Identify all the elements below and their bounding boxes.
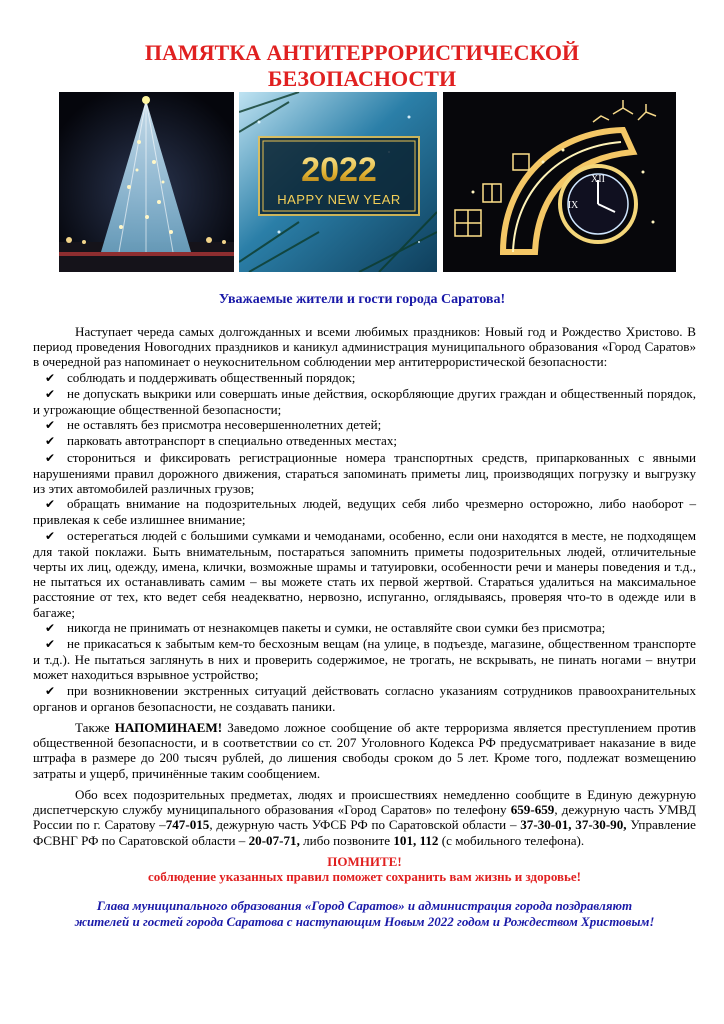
phone-number: 20-07-71, xyxy=(248,832,300,848)
phone-number: 101, 112 xyxy=(393,832,439,848)
checkmark-icon: ✔ xyxy=(44,497,56,512)
happy-new-year-text: HAPPY NEW YEAR xyxy=(277,192,401,207)
rule-text: соблюдать и поддерживать общественный порядок; xyxy=(67,369,356,385)
rule-text: при возникновении экстренных ситуаций действовать согласно указаниям сотрудников правоохранительных органов и органов безопасности, не создавать паники. xyxy=(33,682,696,714)
contacts-text: Управление ФСВНГ РФ по Саратовской области – xyxy=(33,817,696,848)
rule-text: обращать внимание на подозрительных людей, ведущих себя либо чрезмерно осторожно, либо наоборот – привлекая к себе излишнее внимание; xyxy=(33,496,696,528)
rule-text: не прикасаться к забытым кем-то бесхозным вещам (на улице, в подъезде, магазине, общественном транспорте и т.д.). Не пытаться заглянуть в них и проверить содержимое, не трогать, не вскрывать, не пинать ногами – внутри может находиться взрывное устройство; xyxy=(33,636,696,683)
rule-item xyxy=(33,370,696,386)
rule-item xyxy=(33,450,696,497)
phone-number: 747-015 xyxy=(165,817,210,833)
checkmark-icon: ✔ xyxy=(44,434,56,449)
rule-text: никогда не принимать от незнакомцев пакеты и сумки, не оставляйте свои сумки без присмотра; xyxy=(67,619,606,635)
page-title-line2: БЕЗОПАСНОСТИ xyxy=(267,66,457,91)
rule-text: сторониться и фиксировать регистрационные номера транспортных средств, припаркованных с явными нарушениями правил дорожного движения, стараться запоминать приметы лиц, производящих погрузку и выгрузку из этих автомобилей различных грузов; xyxy=(33,449,696,497)
page-title-line1: ПАМЯТКА АНТИТЕРРОРИСТИЧЕСКОЙ xyxy=(144,40,580,65)
contacts-text: либо позвоните xyxy=(299,832,394,848)
closing-line2: жителей и гостей города Саратова с наступающим Новым 2022 годом и Рождеством Христовым! xyxy=(74,913,655,929)
checkmark-icon: ✔ xyxy=(44,386,56,401)
illuminated-clock-photo xyxy=(443,92,676,272)
contacts-text: Обо всех подозрительных предметах, людях и происшествиях немедленно сообщите в Единую дежурную диспетчерскую службу муниципального образования «Город Саратов» по телефону xyxy=(33,786,696,818)
svg-text:IX: IX xyxy=(567,200,579,211)
remember-block xyxy=(33,854,696,884)
greeting-heading: Уважаемые жители и гости города Саратова! xyxy=(218,292,506,307)
photo-strip xyxy=(59,92,676,272)
happy-new-year-photo xyxy=(239,92,437,272)
christmas-tree-photo xyxy=(59,92,234,272)
rule-text: парковать автотранспорт в специально отведенных местах; xyxy=(67,433,398,449)
remember-heading: ПОМНИТЕ! xyxy=(327,853,402,869)
closing-greeting xyxy=(33,898,696,930)
checkmark-icon: ✔ xyxy=(44,637,56,652)
reminder-post: Заведомо ложное сообщение об акте терроризма является преступлением против общественной безопасности, и в соответствии со ст. 207 Уголовного Кодекса РФ предусматривает наказание в виде штрафа в размере до 200 тысяч рублей, до лишения свободы сроком до 5 лет. Кроме того, подлежат возмещению затраты и ущерб, причинённые таким сообщением. xyxy=(33,720,696,781)
rule-text: не оставлять без присмотра несовершеннолетних детей; xyxy=(67,417,382,433)
contacts-text: , дежурную часть УМВД России по г. Саратову – xyxy=(33,802,696,833)
rule-item xyxy=(33,528,696,620)
checkmark-icon: ✔ xyxy=(44,528,56,543)
checkmark-icon: ✔ xyxy=(44,418,56,433)
rule-text: не допускать выкрики или совершать иные действия, оскорбляющие других граждан и общественный порядок, и угрожающие общественной безопасности; xyxy=(33,385,696,418)
rule-item xyxy=(33,620,696,636)
checkmark-icon: ✔ xyxy=(44,450,56,465)
intro-paragraph: Наступает череда самых долгожданных и всеми любимых праздников: Новый год и Рождество Христово. В период проведения Новогодних праздников и каникул администрация муниципального образования «Город Саратов» в очередной раз напоминает о неукоснительном соблюдении мер антитеррористической безопасности: xyxy=(33,324,696,370)
rule-item xyxy=(33,386,696,417)
rule-item xyxy=(33,683,696,714)
reminder-pre: Также xyxy=(75,720,115,736)
reminder-bold: НАПОМИНАЕМ! xyxy=(114,720,223,736)
checkmark-icon: ✔ xyxy=(44,620,56,635)
contacts-text: (с мобильного телефона). xyxy=(438,832,585,848)
closing-line1: Глава муниципального образования «Город Саратов» и администрация города поздравляют xyxy=(96,897,633,913)
contacts-paragraph xyxy=(33,787,696,848)
checkmark-icon: ✔ xyxy=(44,370,56,385)
phone-number: 659-659 xyxy=(510,802,555,818)
contacts-text: , дежурную часть УФСБ РФ по Саратовской области – xyxy=(209,817,521,833)
svg-text:XII: XII xyxy=(591,174,605,185)
rule-item xyxy=(33,496,696,527)
remember-text: соблюдение указанных правил поможет сохранить вам жизнь и здоровье! xyxy=(148,868,581,884)
rule-item xyxy=(33,433,696,449)
phone-number: 37-30-01, 37-30-90, xyxy=(520,817,627,833)
rule-item xyxy=(33,636,696,683)
rule-text: остерегаться людей с большими сумками и чемоданами, особенно, если они находятся в месте, не подходящем для такой поклажи. Быть внимательным, постараться запомнить приметы подозрительных людей, отличительные черты их лиц, одежду, имена, клички, возможные шрамы и татуировки, особенности речи и манеры поведения и т.д., не пытаться их останавливать самим – вы можете стать их первой жертвой. Стараться удалиться на максимальное расстояние от тех, кто ведет себя неадекватно, нервозно, испуганно, оглядываясь, проверяя что-то в одежде или в багаже; xyxy=(33,527,696,620)
memo-body xyxy=(33,324,696,930)
reminder-paragraph xyxy=(33,720,696,781)
checkmark-icon: ✔ xyxy=(44,683,56,698)
rule-item xyxy=(33,417,696,433)
year-text: 2022 xyxy=(301,151,377,189)
